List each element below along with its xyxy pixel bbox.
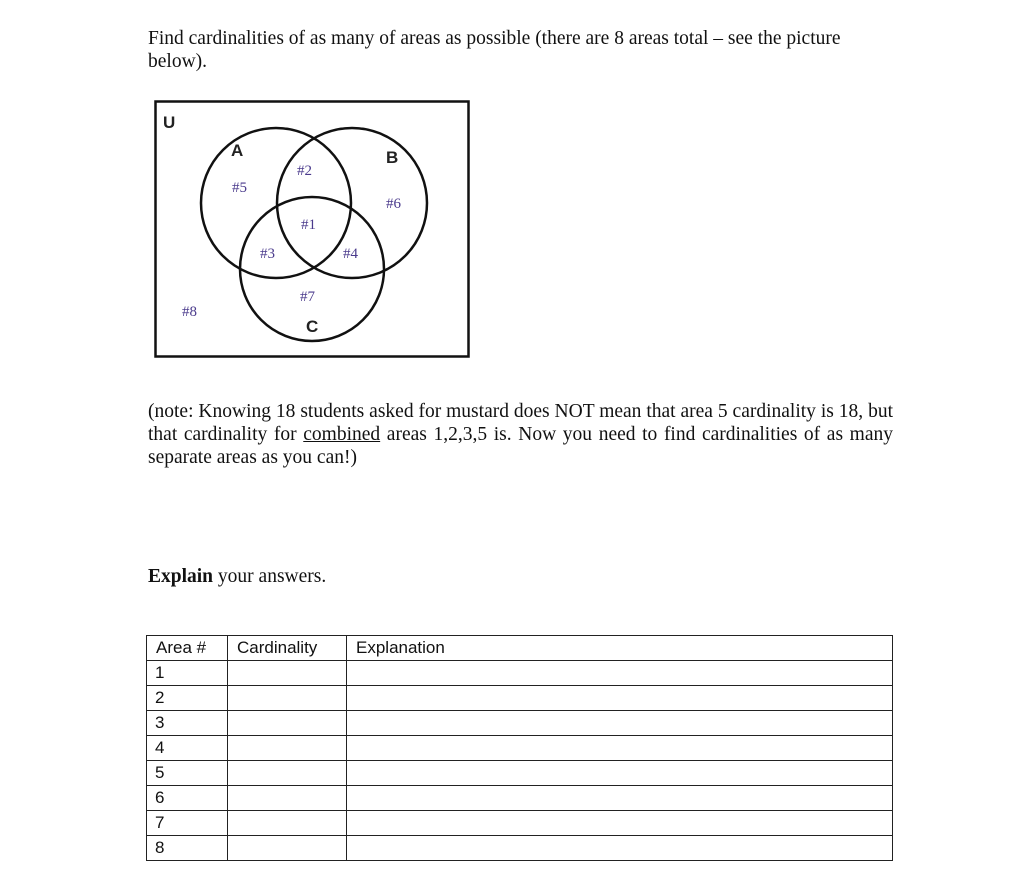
cardinality-cell[interactable] bbox=[228, 736, 347, 761]
area-3-label: #3 bbox=[260, 246, 275, 262]
area-4-label: #4 bbox=[343, 246, 358, 262]
note-text bbox=[148, 400, 893, 469]
area-number-cell: 6 bbox=[147, 786, 228, 811]
set-a-label: A bbox=[231, 141, 244, 160]
table-row bbox=[147, 686, 893, 711]
cardinality-cell[interactable] bbox=[228, 711, 347, 736]
area-number-cell: 7 bbox=[147, 811, 228, 836]
table-row bbox=[147, 761, 893, 786]
area-1-label: #1 bbox=[301, 217, 316, 233]
note-part-1: (note: Knowing 18 students asked for mustard does NOT mean that area 5 cardinality is 18, but that cardinality for bbox=[148, 401, 893, 445]
header-explanation: Explanation bbox=[347, 636, 893, 661]
header-cardinality: Cardinality bbox=[228, 636, 347, 661]
table-row bbox=[147, 786, 893, 811]
area-number-cell: 2 bbox=[147, 686, 228, 711]
explain-prompt bbox=[148, 565, 326, 588]
area-number-cell: 4 bbox=[147, 736, 228, 761]
table-row bbox=[147, 661, 893, 686]
cardinality-cell[interactable] bbox=[228, 786, 347, 811]
cardinality-cell[interactable] bbox=[228, 811, 347, 836]
cardinality-cell[interactable] bbox=[228, 761, 347, 786]
area-number-cell: 3 bbox=[147, 711, 228, 736]
set-c-label: C bbox=[306, 317, 319, 336]
table-row bbox=[147, 711, 893, 736]
table-row bbox=[147, 836, 893, 861]
explain-rest: your answers. bbox=[213, 566, 327, 587]
area-7-label: #7 bbox=[300, 289, 315, 305]
explanation-cell[interactable] bbox=[347, 686, 893, 711]
venn-diagram bbox=[154, 100, 470, 360]
area-number-cell: 1 bbox=[147, 661, 228, 686]
explanation-cell[interactable] bbox=[347, 811, 893, 836]
answer-table bbox=[146, 635, 893, 861]
cardinality-cell[interactable] bbox=[228, 661, 347, 686]
set-b-label: B bbox=[386, 148, 399, 167]
area-5-label: #5 bbox=[232, 180, 247, 196]
table-header-row bbox=[147, 636, 893, 661]
header-area: Area # bbox=[147, 636, 228, 661]
area-number-cell: 5 bbox=[147, 761, 228, 786]
area-2-label: #2 bbox=[297, 163, 312, 179]
area-8-label: #8 bbox=[182, 304, 197, 320]
explanation-cell[interactable] bbox=[347, 761, 893, 786]
explanation-cell[interactable] bbox=[347, 661, 893, 686]
instructions-text: Find cardinalities of as many of areas as possible (there are 8 areas total – see the picture below). bbox=[148, 28, 841, 72]
table-row bbox=[147, 736, 893, 761]
explanation-cell[interactable] bbox=[347, 736, 893, 761]
note-part-2: areas 1,2,3,5 is. Now you need to find cardinalities of as many separate areas as you can!) bbox=[148, 424, 893, 468]
explanation-cell[interactable] bbox=[347, 786, 893, 811]
note-underlined-word: combined bbox=[303, 424, 381, 445]
explanation-cell[interactable] bbox=[347, 836, 893, 861]
area-number-cell: 8 bbox=[147, 836, 228, 861]
area-6-label: #6 bbox=[386, 196, 401, 212]
explain-bold: Explain bbox=[148, 566, 214, 587]
explanation-cell[interactable] bbox=[347, 711, 893, 736]
cardinality-cell[interactable] bbox=[228, 686, 347, 711]
table-row bbox=[147, 811, 893, 836]
universe-label: U bbox=[163, 113, 176, 132]
cardinality-cell[interactable] bbox=[228, 836, 347, 861]
